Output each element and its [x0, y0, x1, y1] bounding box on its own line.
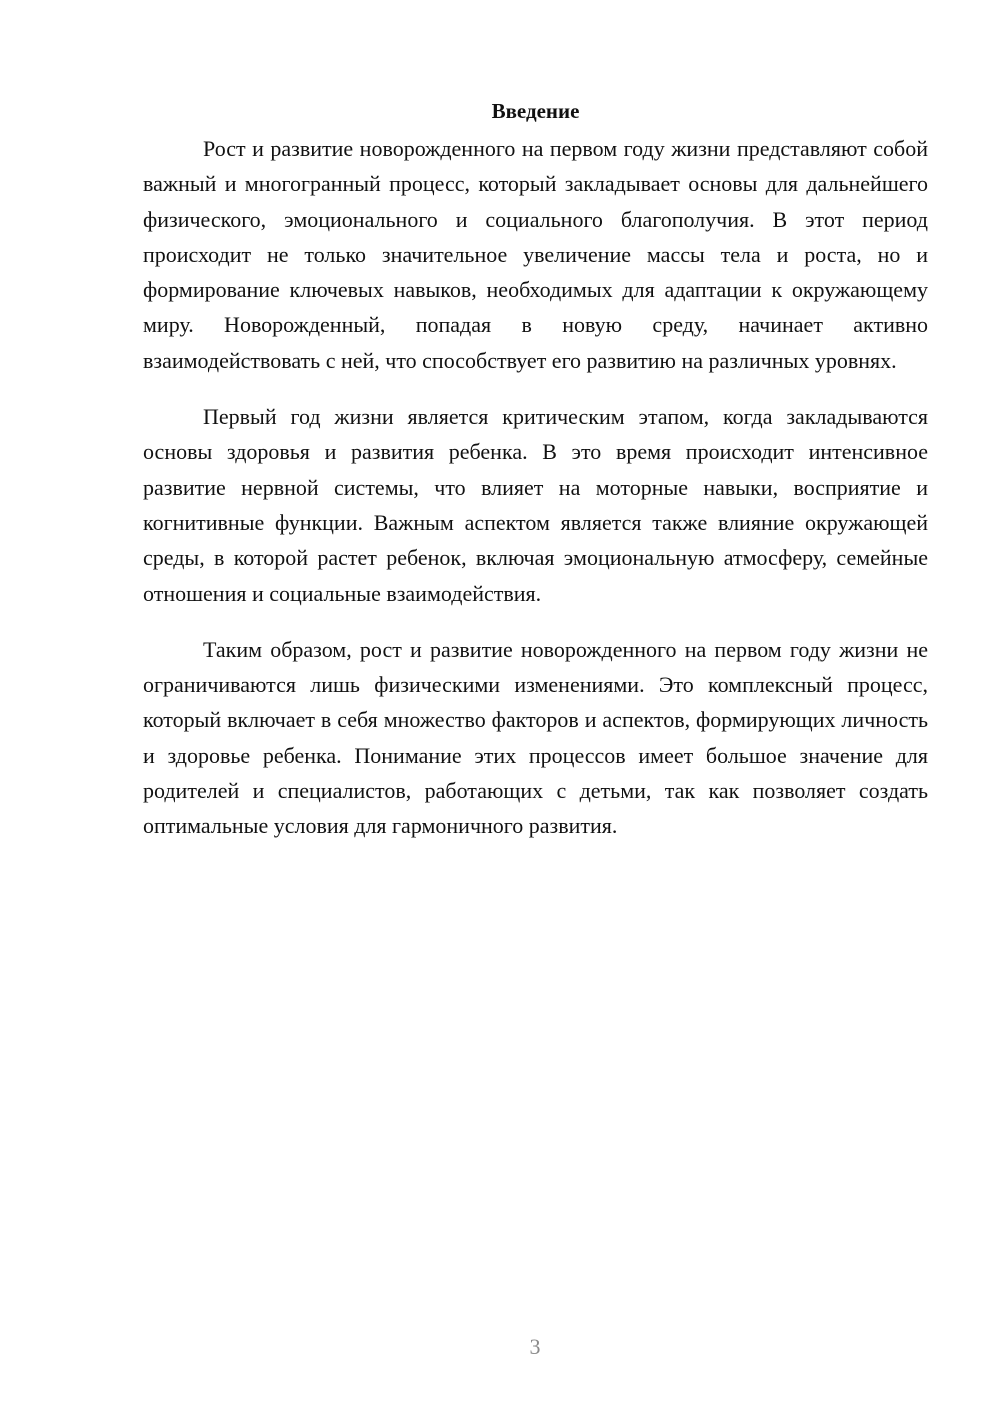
section-title: Введение: [491, 99, 580, 123]
paragraph-2: Первый год жизни является критическим этапом, когда закладываются основы здоровья и развития ребенка. В это время происходит интенсивное развитие нервной системы, что влияет на моторные навыки, восприятие и когнитивные функции. Важным аспектом является также влияние окружающей среды, в которой растет ребенок, включая эмоциональную атмосферу, семейные отношения и социальные взаимодействия.: [143, 404, 928, 606]
page-number: 3: [529, 1334, 541, 1359]
paragraph-3: Таким образом, рост и развитие новорожденного на первом году жизни не ограничиваются лишь физическими изменениями. Это комплексный процесс, который включает в себя множество факторов и аспектов, формирующих личность и здоровье ребенка. Понимание этих процессов имеет большое значение для родителей и специалистов, работающих с детьми, так как позволяет создать оптимальные условия для гармоничного развития.: [143, 636, 928, 839]
introduction-section: [143, 96, 928, 865]
paragraph-1: Рост и развитие новорожденного на первом году жизни представляют собой важный и многогранный процесс, который закладывает основы для дальнейшего физического, эмоционального и социального благополучия. В этот период происходит не только значительное увеличение массы тела и роста, но и формирование ключевых навыков, необходимых для адаптации к окружающему миру. Новорожденный, попадая в новую среду, начинает активно взаимодействовать с ней, что способствует его развитию на различных уровнях.: [143, 136, 928, 373]
